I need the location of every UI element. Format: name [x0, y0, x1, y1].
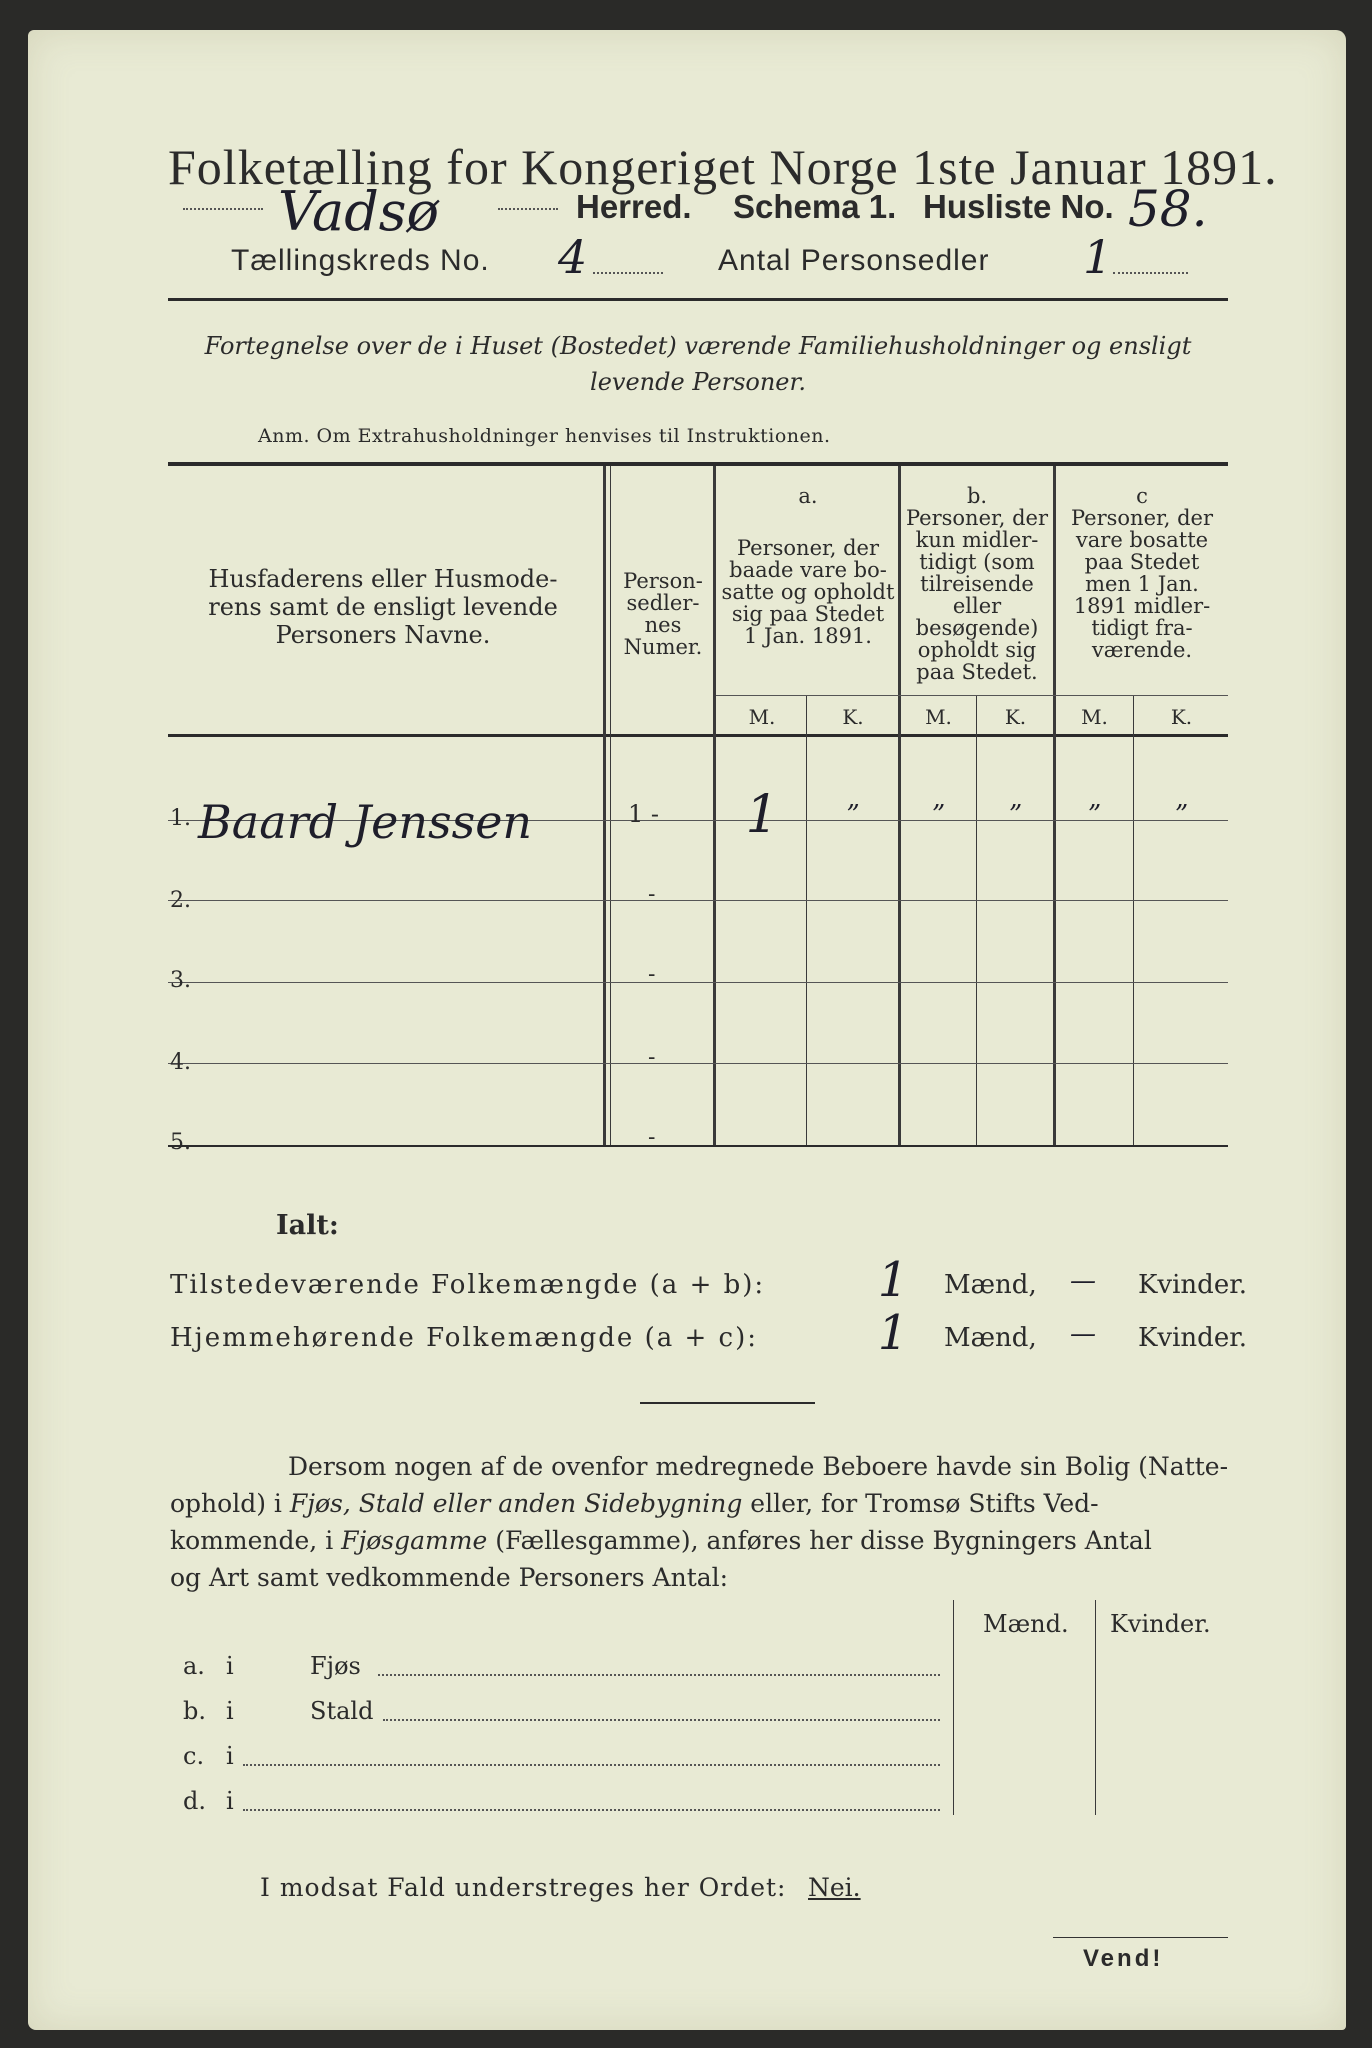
- kreds-label: Tællingskreds No.: [231, 244, 490, 277]
- col-header-name: [168, 565, 598, 649]
- buildings-line-3c: (Fællesgamme), anføres her disse Bygningers Antal: [487, 1526, 1152, 1555]
- col-header-b-line: tidigt (som: [919, 550, 1035, 574]
- col-header-a-line: Personer, der: [736, 536, 880, 560]
- ialt-label: Ialt:: [276, 1210, 339, 1241]
- row-c-k: ”: [1174, 800, 1189, 830]
- husliste-label: Husliste No.: [923, 188, 1114, 225]
- col-header-num-line: Person-: [623, 569, 703, 593]
- building-row-i: i: [226, 1652, 234, 1680]
- col-header-a-line: baade vare bo-: [729, 558, 887, 582]
- col-divider-name: [603, 466, 606, 1145]
- building-row-label: Fjøs: [310, 1652, 361, 1680]
- col-header-name-line: rens samt de ensligt levende: [208, 593, 558, 621]
- buildings-line-3a: kommende, i: [170, 1526, 342, 1555]
- col-header-c-line: værende.: [1091, 638, 1193, 662]
- col-header-b-line: opholdt sig: [917, 638, 1037, 662]
- intro-note: Anm. Om Extrahusholdninger henvises til Instruktionen.: [258, 425, 831, 447]
- col-header-num-line: Numer.: [623, 635, 703, 659]
- herred-label: Herred.: [576, 188, 692, 225]
- col-header-b-line: tilreisende: [920, 572, 1034, 596]
- col-header-c-line: paa Stedet: [1084, 550, 1200, 574]
- col-header-b-line: paa Stedet.: [916, 660, 1038, 684]
- building-row-letter: a.: [183, 1652, 205, 1680]
- buildings-line-3: [170, 1522, 1230, 1559]
- building-row-i: i: [226, 1697, 234, 1725]
- buildings-line-3b: Fjøsgamme: [341, 1526, 488, 1555]
- col-header-num: [613, 570, 713, 658]
- antal-dotted-line: [1113, 272, 1188, 274]
- row-name: Baard Jenssen: [198, 795, 533, 849]
- husliste-value: 58.: [1128, 180, 1208, 238]
- row-number: 1.: [170, 806, 191, 831]
- form-title: Folketælling for Kongeriget Norge 1ste Januar 1891.: [168, 139, 1278, 195]
- total-present-women: —: [1070, 1266, 1096, 1296]
- row-c-m: ”: [1087, 800, 1102, 830]
- building-row-i: i: [226, 1787, 234, 1815]
- col-header-c-line: men 1 Jan.: [1085, 572, 1199, 596]
- vend-label: Vend!: [1083, 1945, 1164, 1972]
- col-header-name-line: Husfaderens eller Husmode-: [208, 565, 558, 593]
- building-row-dots: [243, 1809, 940, 1811]
- row-rule-3: [168, 982, 1228, 983]
- col-header-c: [1056, 485, 1228, 661]
- total-resident-men: 1: [877, 1305, 909, 1361]
- col-c-m: M.: [1081, 705, 1108, 729]
- buildings-col-maend: Mænd.: [983, 1610, 1069, 1638]
- col-header-b-line: besøgende): [915, 616, 1039, 640]
- herred-value: Vadsø: [278, 180, 440, 243]
- intro-line-2: levende Personer.: [590, 368, 806, 396]
- building-row-i: i: [226, 1742, 234, 1770]
- col-divider-c-mk: [1133, 696, 1134, 1145]
- row-b-k: ”: [1008, 800, 1023, 830]
- building-row-dots: [378, 1674, 940, 1676]
- mk-header-rule: [716, 695, 1228, 696]
- table-header-bottom-rule: [168, 734, 1228, 737]
- buildings-line-2b: Fjøs, Stald eller anden Sidebygning: [289, 1489, 743, 1518]
- building-row-dots: [383, 1719, 940, 1721]
- row-person-num: -: [648, 962, 656, 987]
- row-rule-4: [168, 1063, 1228, 1064]
- kreds-value: 4: [558, 230, 588, 284]
- col-header-c-letter: c: [1136, 484, 1148, 508]
- col-header-c-line: 1891 midler-: [1073, 594, 1211, 618]
- col-header-a-line: sig paa Stedet: [731, 602, 885, 626]
- col-header-c-line: tidigt fra-: [1091, 616, 1193, 640]
- col-header-c-line: vare bosatte: [1075, 528, 1209, 552]
- col-divider-name-inner: [610, 466, 611, 1145]
- col-header-name-line: Personers Navne.: [275, 621, 491, 649]
- buildings-line-2a: ophold) i: [170, 1489, 290, 1518]
- row-number: 3.: [170, 968, 191, 993]
- buildings-col-rule-2: [1095, 1600, 1096, 1815]
- col-b-m: M.: [925, 705, 952, 729]
- building-row-letter: d.: [183, 1787, 206, 1815]
- col-header-c-line: Personer, der: [1070, 506, 1214, 530]
- col-header-num-line: nes: [644, 613, 682, 637]
- total-resident-label: Hjemmehørende Folkemængde (a + c):: [170, 1323, 758, 1353]
- table-bottom-rule: [168, 1145, 1228, 1147]
- herred-dotted-line-2: [498, 208, 558, 210]
- col-header-a: [718, 485, 898, 647]
- col-header-b-letter: b.: [966, 484, 988, 508]
- herred-dotted-line: [183, 208, 263, 210]
- antal-value: 1: [1083, 230, 1113, 284]
- total-present-men: 1: [877, 1252, 909, 1308]
- row-person-num: 1 -: [628, 800, 660, 828]
- col-divider-num: [713, 466, 716, 1145]
- row-person-num: -: [648, 1045, 656, 1070]
- col-header-b-line: Personer, der: [905, 506, 1049, 530]
- modsat-label: I modsat Fald understreges her Ordet:: [260, 1873, 787, 1902]
- col-header-a-line: 1 Jan. 1891.: [744, 624, 872, 648]
- building-row-label: Stald: [310, 1697, 374, 1725]
- building-row-dots: [243, 1764, 940, 1766]
- kreds-dotted-line: [593, 272, 663, 274]
- building-row-letter: c.: [183, 1742, 205, 1770]
- total-present-kvinder: Kvinder.: [1138, 1270, 1248, 1300]
- total-present-label: Tilstedeværende Folkemængde (a + b):: [170, 1270, 766, 1300]
- buildings-col-kvinder: Kvinder.: [1110, 1610, 1211, 1638]
- row-a-k: ”: [846, 800, 860, 830]
- buildings-line-2c: eller, for Tromsø Stifts Ved-: [742, 1489, 1099, 1518]
- table-top-rule: [168, 462, 1228, 466]
- row-person-num: -: [648, 1125, 656, 1150]
- col-header-b-line: kun midler-: [915, 528, 1039, 552]
- schema-label: Schema 1.: [733, 188, 897, 225]
- col-header-a-letter: a.: [798, 484, 818, 508]
- row-number: 5.: [170, 1130, 191, 1155]
- col-header-b-line: eller: [952, 594, 1002, 618]
- total-resident-women: —: [1070, 1319, 1096, 1349]
- census-form-page: [28, 30, 1346, 2030]
- row-number: 2.: [170, 888, 191, 913]
- nei-word: Nei.: [808, 1873, 861, 1902]
- intro-line-1: Fortegnelse over de i Huset (Bostedet) værende Familiehusholdninger og ensligt: [204, 332, 1192, 360]
- total-resident-kvinder: Kvinder.: [1138, 1323, 1248, 1353]
- col-header-a-line: satte og opholdt: [721, 580, 895, 604]
- col-a-m: M.: [748, 705, 776, 729]
- row-b-m: ”: [931, 800, 946, 830]
- row-rule-2: [168, 900, 1228, 901]
- buildings-line-1: Dersom nogen af de ovenfor medregnede Beboere havde sin Bolig (Natte-: [288, 1452, 1229, 1481]
- col-a-k: K.: [842, 705, 864, 729]
- buildings-paragraph: [170, 1448, 1230, 1596]
- row-person-num: -: [648, 882, 656, 907]
- buildings-line-4: og Art samt vedkommende Personers Antal:: [170, 1563, 729, 1592]
- section-divider: [640, 1402, 815, 1404]
- col-b-k: K.: [1004, 705, 1027, 729]
- row-number: 4.: [170, 1050, 191, 1075]
- col-header-b: [901, 485, 1053, 683]
- antal-label: Antal Personsedler: [718, 244, 990, 277]
- vend-rule: [1053, 1937, 1228, 1938]
- buildings-col-rule-1: [953, 1600, 954, 1815]
- buildings-line-2: [170, 1485, 1230, 1522]
- total-present-maend: Mænd,: [944, 1270, 1037, 1300]
- col-c-k: K.: [1170, 705, 1193, 729]
- header-divider: [168, 298, 1228, 301]
- col-divider-b-mk: [976, 696, 977, 1145]
- total-resident-maend: Mænd,: [944, 1323, 1037, 1353]
- col-divider-a-mk: [806, 696, 807, 1145]
- row-a-m: 1: [745, 785, 779, 845]
- col-header-num-line: sedler-: [626, 591, 700, 615]
- building-row-letter: b.: [183, 1697, 206, 1725]
